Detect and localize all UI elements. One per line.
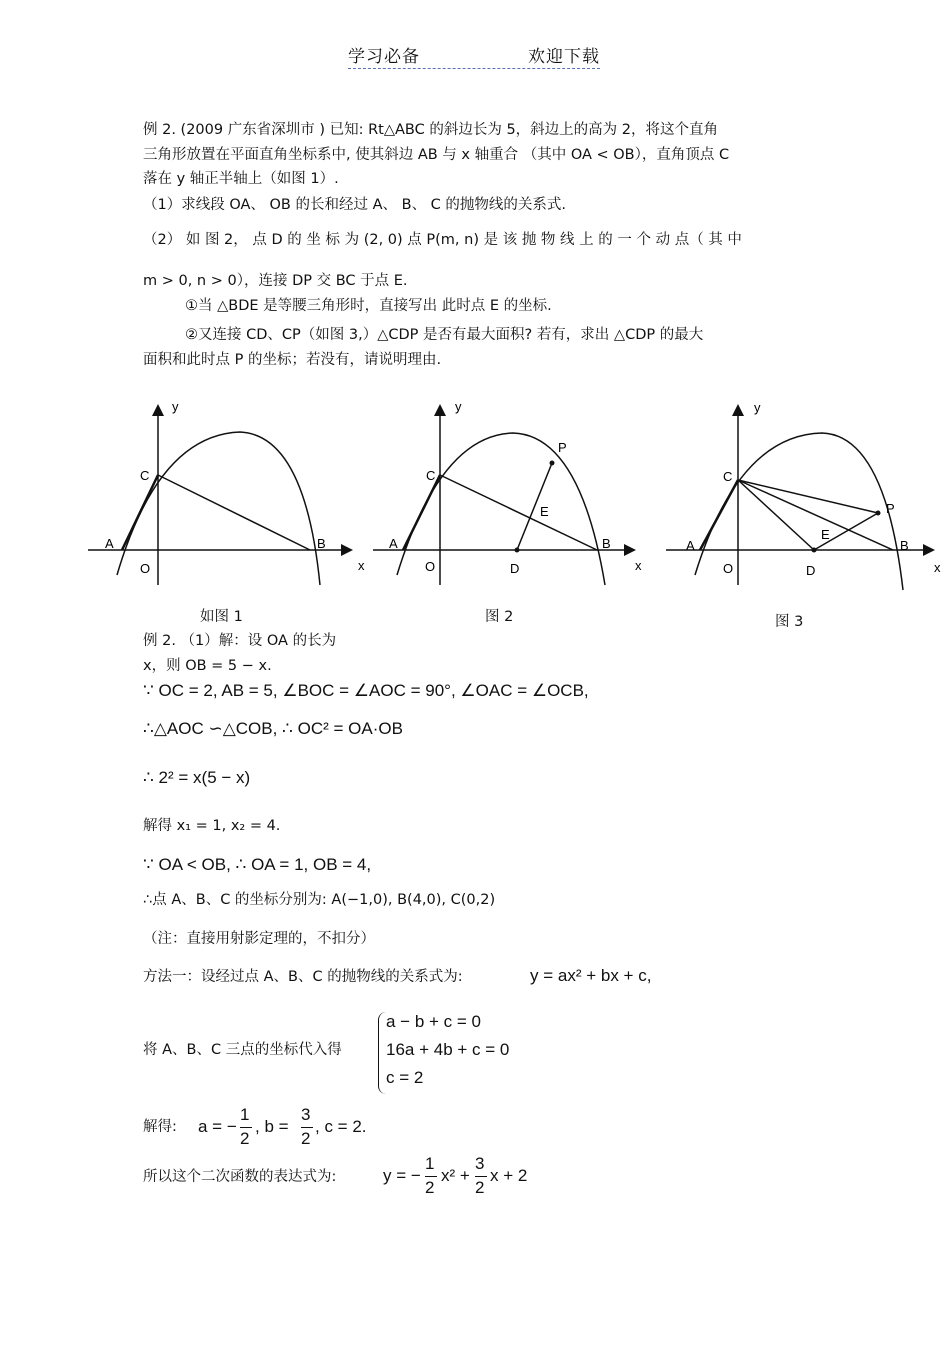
result-mid: x² + bbox=[441, 1166, 470, 1185]
system-eq-2: 16a + 4b + c = 0 bbox=[386, 1040, 510, 1059]
fraction-bar bbox=[240, 1127, 252, 1128]
b-denominator: 2 bbox=[301, 1129, 311, 1148]
segment-cb bbox=[158, 475, 310, 550]
fraction-bar bbox=[301, 1127, 313, 1128]
segment-cb bbox=[440, 475, 597, 550]
solution-line-1: 例 2. （1）解：设 OA 的长为 bbox=[143, 633, 337, 649]
x-label: x bbox=[934, 560, 941, 575]
method1-formula: y = ax² + bx + c, bbox=[530, 966, 652, 985]
problem-line-7: ①当 △BDE 是等腰三角形时，直接写出 此时点 E 的坐标. bbox=[185, 298, 552, 314]
solution-line-8: ∴点 A、B、C 的坐标分别为: A(−1,0), B(4,0), C(0,2) bbox=[143, 892, 496, 908]
point-e-label: E bbox=[821, 527, 830, 542]
result-prefix: y = − bbox=[383, 1166, 421, 1185]
solution-line-2: x，则 OB = 5 − x. bbox=[143, 658, 272, 674]
point-e-label: E bbox=[540, 504, 549, 519]
point-p-label: P bbox=[886, 501, 895, 516]
point-d-label: D bbox=[510, 561, 520, 576]
figure-1-caption: 如图 1 bbox=[200, 609, 243, 625]
result-label: 所以这个二次函数的表达式为: bbox=[143, 1169, 337, 1185]
point-d-label: D bbox=[806, 563, 816, 578]
segment-ac bbox=[700, 480, 738, 550]
x-label: x bbox=[358, 558, 365, 573]
b-prefix: , b = bbox=[255, 1117, 289, 1136]
result-den-1: 2 bbox=[425, 1178, 435, 1197]
solution-line-7: ∵ OA < OB, ∴ OA = 1, OB = 4, bbox=[143, 855, 372, 874]
segment-ac bbox=[122, 475, 158, 550]
segment-cd bbox=[738, 480, 814, 550]
problem-line-2: 三角形放置在平面直角坐标系中, 使其斜边 AB 与 x 轴重合 （其中 OA < OB），直角顶点 C bbox=[143, 147, 730, 163]
point-c-label: C bbox=[426, 468, 436, 483]
solution-note: （注：直接用射影定理的，不扣分） bbox=[143, 931, 375, 947]
point-p bbox=[876, 511, 881, 516]
a-numerator: 1 bbox=[240, 1105, 250, 1124]
segment-cb bbox=[738, 480, 893, 550]
point-b-label: B bbox=[317, 536, 326, 551]
point-c-label: C bbox=[723, 469, 733, 484]
method1-intro: 方法一：设经过点 A、B、C 的抛物线的关系式为: bbox=[143, 969, 463, 985]
problem-line-9: 面积和此时点 P 的坐标；若没有，请说明理由. bbox=[143, 352, 442, 368]
problem-line-4: （1）求线段 OA、 OB 的长和经过 A、 B、 C 的抛物线的关系式. bbox=[143, 197, 567, 213]
figure-2 bbox=[365, 395, 655, 595]
point-d bbox=[812, 548, 817, 553]
point-b-label: B bbox=[900, 538, 909, 553]
a-denominator: 2 bbox=[240, 1129, 250, 1148]
result-end: x + 2 bbox=[490, 1166, 528, 1185]
result-den-2: 2 bbox=[475, 1178, 485, 1197]
figure-1 bbox=[80, 395, 370, 595]
result-num-1: 1 bbox=[425, 1154, 435, 1173]
fraction-bar bbox=[475, 1176, 487, 1177]
problem-line-3: 落在 y 轴正半轴上（如图 1）. bbox=[143, 171, 339, 187]
header-right: 欢迎下载 bbox=[528, 47, 600, 67]
solution-line-4: ∴△AOC ∽△COB, ∴ OC² = OA·OB bbox=[143, 719, 403, 738]
point-d bbox=[515, 548, 520, 553]
fraction-bar bbox=[425, 1176, 437, 1177]
point-c-label: C bbox=[140, 468, 150, 483]
y-label: y bbox=[172, 399, 179, 414]
c-part: , c = 2. bbox=[315, 1117, 367, 1136]
point-b-label: B bbox=[602, 536, 611, 551]
system-eq-1: a − b + c = 0 bbox=[386, 1012, 481, 1031]
origin-label: O bbox=[140, 561, 151, 576]
solution-line-5: ∴ 2² = x(5 − x) bbox=[143, 768, 251, 787]
point-p-label: P bbox=[558, 440, 567, 455]
point-a-label: A bbox=[686, 538, 695, 553]
solution-line-6: 解得 x₁ = 1, x₂ = 4. bbox=[143, 818, 281, 834]
segment-cp bbox=[738, 480, 878, 513]
origin-label: O bbox=[723, 561, 734, 576]
segment-ac bbox=[403, 475, 440, 550]
problem-line-6: m > 0, n > 0），连接 DP 交 BC 于点 E. bbox=[143, 273, 408, 289]
point-a-label: A bbox=[105, 536, 114, 551]
origin-label: O bbox=[425, 559, 436, 574]
figure-2-caption: 图 2 bbox=[485, 609, 514, 625]
page-header bbox=[348, 42, 600, 69]
header-left: 学习必备 bbox=[348, 47, 420, 67]
x-label: x bbox=[635, 558, 642, 573]
a-prefix: a = − bbox=[198, 1117, 237, 1136]
figure-3 bbox=[660, 395, 950, 595]
solution-line-3: ∵ OC = 2, AB = 5, ∠BOC = ∠AOC = 90°, ∠OAC = ∠OCB, bbox=[143, 681, 589, 700]
problem-line-5: （2） 如 图 2， 点 D 的 坐 标 为 (2, 0) 点 P(m, n) 是 该 抛 物 线 上 的 一 个 动 点（ 其 中 bbox=[143, 232, 742, 248]
figure-3-caption: 图 3 bbox=[775, 614, 804, 630]
b-numerator: 3 bbox=[301, 1105, 311, 1124]
problem-line-8: ②又连接 CD、CP（如图 3,）△CDP 是否有最大面积? 若有，求出 △CDP 的最大 bbox=[185, 327, 704, 343]
method1-substitute: 将 A、B、C 三点的坐标代入得 bbox=[143, 1042, 342, 1058]
system-eq-3: c = 2 bbox=[386, 1068, 424, 1087]
point-a-label: A bbox=[389, 536, 398, 551]
point-p bbox=[550, 461, 555, 466]
y-label: y bbox=[754, 400, 761, 415]
y-label: y bbox=[455, 399, 462, 414]
problem-line-1: 例 2. (2009 广东省深圳市 ) 已知: Rt△ABC 的斜边长为 5，斜边上的高为 2，将这个直角 bbox=[143, 122, 719, 138]
result-num-2: 3 bbox=[475, 1154, 485, 1173]
solve-label: 解得: bbox=[143, 1119, 177, 1135]
